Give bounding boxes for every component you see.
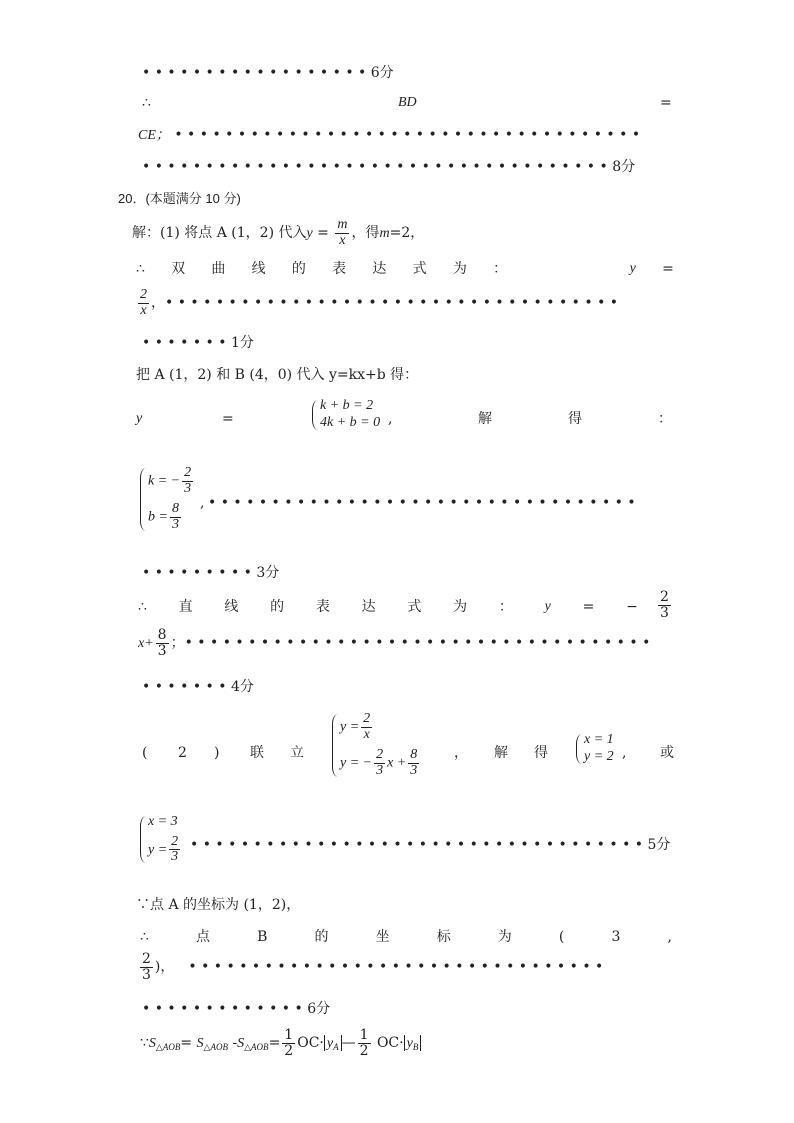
- var-y: y: [406, 1036, 413, 1052]
- word: 的: [314, 929, 329, 945]
- fraction-8-over-3: [156, 628, 169, 658]
- word: 得: [534, 745, 548, 761]
- minus: —: [341, 1035, 356, 1052]
- equals-sign: =: [660, 95, 672, 111]
- numerator: 8: [410, 747, 418, 763]
- numerator: 2: [142, 952, 151, 967]
- score-label: 5分: [647, 837, 671, 853]
- substitution-line: 把 A (1，2) 和 B (4，0) 代入 y=kx+b 得：: [136, 367, 419, 383]
- line-result: [138, 628, 676, 658]
- leader-dots: • • • • • • • • • • • • • • • • • • • • • • • • • • • • • • • • • • • • •: [174, 128, 641, 143]
- oc-term: OC·: [297, 1035, 324, 1052]
- numerator: 2: [140, 288, 147, 302]
- score-label: 4分: [230, 679, 254, 695]
- word: 的: [270, 599, 285, 615]
- comma: ,: [388, 411, 393, 427]
- oc-term: OC·: [376, 1035, 404, 1052]
- fraction-2-over-3: [658, 590, 671, 620]
- word: B: [257, 929, 268, 945]
- denominator: 3: [142, 966, 151, 983]
- denominator: 3: [184, 480, 192, 496]
- semicolon: ；: [170, 635, 185, 652]
- paren: (: [142, 745, 148, 761]
- area-symbol: S: [196, 1036, 204, 1052]
- word: 坐: [375, 929, 390, 945]
- denominator: x: [363, 726, 370, 742]
- word: ：: [498, 599, 513, 615]
- leader-dots: • • • • • • • • • • • • •: [142, 1001, 303, 1017]
- fraction-2-over-3: [169, 835, 180, 865]
- equation-system: [310, 398, 380, 432]
- question-heading: 20．(本题满分 10 分): [118, 191, 241, 206]
- word: 达: [361, 599, 376, 615]
- coordinate-b-statement: [140, 930, 672, 944]
- hyperbola-result: [136, 288, 676, 318]
- word: 得: [568, 411, 582, 427]
- y-equals: y =: [148, 842, 168, 858]
- subscript: A: [333, 1042, 339, 1053]
- minus-sign: −: [626, 599, 638, 615]
- denominator: 3: [171, 849, 179, 865]
- fraction-2-over-x: [361, 712, 372, 742]
- fraction-m-over-x: [335, 218, 349, 248]
- word: 标: [436, 929, 451, 945]
- paren: )，: [154, 959, 175, 976]
- var-y: y: [306, 226, 313, 242]
- denominator: x: [339, 232, 346, 248]
- leader-dots: • • • • • • •: [142, 335, 227, 351]
- leader-dots: • • • • • • • • • • • • • • • • • • • • • • • • • • • • • • • • • • • • •: [142, 159, 608, 175]
- score-label: 1分: [230, 335, 254, 351]
- numerator: 2: [376, 747, 384, 763]
- word: 解: [478, 411, 492, 427]
- subscript: △AOB: [203, 1042, 228, 1053]
- leader-dots: • • • • • • • • • • • • • • • • • • • • • • • • • • • • • • • • •: [188, 959, 604, 976]
- numerator: 2: [660, 589, 669, 605]
- word: 表: [332, 261, 347, 277]
- equals-sign: =: [582, 599, 595, 615]
- word: 点: [196, 929, 211, 945]
- leader-dots: • • • • • • • • • • • • • • • • • • • • • • • • • • • • • • • • • •: [208, 496, 636, 510]
- term-x: x+: [138, 636, 154, 652]
- score-line-5: [190, 838, 670, 852]
- numerator: 8: [171, 501, 179, 517]
- part-number: 2: [178, 745, 187, 761]
- first-solution: [574, 732, 614, 766]
- word: 为: [453, 599, 468, 615]
- simultaneous-system: [330, 712, 421, 779]
- step-text: =2，: [389, 225, 425, 242]
- numerator: 2: [171, 833, 179, 849]
- score-label: 8分: [612, 159, 636, 175]
- var-y: y: [136, 411, 143, 426]
- paren: (: [558, 929, 565, 945]
- fraction-2-over-x: [138, 288, 149, 318]
- word: 联: [250, 745, 264, 761]
- equation-row: k + b = 2: [320, 398, 374, 413]
- word: 为: [452, 261, 467, 277]
- colon: ：: [658, 411, 672, 427]
- coordinate-b-result: [138, 952, 676, 982]
- comma: ,: [200, 495, 205, 511]
- word: 解: [494, 745, 508, 761]
- ce-line: [138, 128, 674, 143]
- denominator: 2: [359, 1042, 369, 1059]
- segment-bd: BD: [398, 95, 417, 110]
- equals: =: [312, 225, 334, 242]
- equals-sign: =: [222, 411, 234, 427]
- word: 达: [372, 261, 387, 277]
- area-symbol: S: [237, 1036, 245, 1052]
- fraction-2-over-3: [140, 952, 153, 982]
- score-label: 6分: [307, 1001, 331, 1017]
- therefore-symbol: ∴: [142, 95, 151, 111]
- abs-ya: [324, 1035, 342, 1051]
- hyperbola-statement: [136, 262, 674, 276]
- area-symbol: S: [148, 1036, 156, 1052]
- fraction-2-over-3: [182, 466, 193, 496]
- equals: =: [180, 1035, 197, 1052]
- y-equals: y =: [340, 719, 360, 735]
- word: 式: [407, 599, 422, 615]
- denominator: x: [140, 302, 147, 318]
- score-label: 6分: [370, 65, 394, 81]
- var-y: y: [629, 261, 636, 276]
- fraction-1-over-2: [282, 1028, 295, 1058]
- coordinate-a-line: ∵点 A 的坐标为 (1，2)，: [136, 897, 301, 913]
- because-symbol: ∵: [140, 1035, 149, 1052]
- minus: -: [227, 1035, 238, 1052]
- numerator: 1: [359, 1027, 369, 1043]
- part-2-system-line: [142, 712, 676, 796]
- fraction-8-over-3: [408, 748, 419, 778]
- abs-yb: [404, 1035, 422, 1051]
- leader-dots: • • • • • • • • • • • • • • • • • • • • • • • • • • • • • • • • • • • •: [165, 295, 619, 312]
- word: 线: [224, 599, 239, 615]
- fraction-2-over-3: [374, 748, 385, 778]
- leader-dots: • • • • • • • • • • • • • • • • • •: [142, 65, 367, 81]
- paren: ): [214, 745, 220, 761]
- equation-row: 4k + b = 0: [320, 414, 381, 430]
- solution-step-1: [132, 218, 424, 248]
- numerator: 1: [284, 1027, 294, 1043]
- score-label: 3分: [256, 565, 280, 581]
- system-of-equations-line: [136, 398, 672, 442]
- word: 的: [291, 261, 306, 277]
- solution-row: x = 1: [584, 732, 614, 747]
- segment-ce: CE；: [138, 128, 170, 143]
- numerator: m: [337, 217, 348, 232]
- var-y: y: [544, 599, 551, 614]
- y-equals: y = −: [340, 755, 373, 771]
- kb-solution-line: [138, 466, 678, 546]
- leader-dots: • • • • • • • • •: [142, 565, 252, 581]
- word: ∴: [136, 261, 145, 277]
- var-m: m: [379, 226, 390, 242]
- score-line-6b: [142, 1002, 330, 1016]
- score-line-4: [142, 680, 254, 694]
- denominator: 3: [376, 763, 384, 779]
- leader-dots: • • • • • • • • • • • • • • • • • • • • • • • • • • • • • • • • • • • • •: [184, 635, 651, 652]
- equals: =: [268, 1035, 281, 1052]
- k-equals: k = −: [148, 473, 181, 489]
- word: 线: [251, 261, 266, 277]
- numerator: 8: [157, 628, 167, 643]
- step-text: ，得: [351, 225, 380, 242]
- score-line-1: [142, 336, 254, 350]
- x-plus: x +: [387, 755, 407, 771]
- score-line-3: [142, 566, 279, 580]
- denominator: 3: [660, 604, 669, 621]
- score-line-6a: [142, 66, 394, 80]
- word: 立: [290, 745, 304, 761]
- solution-row: y = 2: [584, 748, 614, 764]
- subscript: △AOB: [244, 1042, 269, 1053]
- score-line-8: [142, 160, 635, 174]
- word: 式: [412, 261, 427, 277]
- line-statement: [138, 590, 676, 626]
- word: 曲: [211, 261, 226, 277]
- comma: ,: [667, 929, 672, 945]
- equals-sign: =: [662, 261, 674, 277]
- fraction-8-over-3: [170, 502, 181, 532]
- word: 表: [315, 599, 330, 615]
- numerator: 2: [184, 465, 192, 480]
- number: 3: [611, 929, 621, 945]
- leader-dots: • • • • • • •: [142, 679, 227, 695]
- second-solution-line: [138, 814, 671, 872]
- comma: ，: [151, 295, 165, 312]
- denominator: 3: [171, 517, 179, 533]
- comma: ，: [454, 745, 468, 761]
- solution-system: [138, 466, 195, 533]
- word: ∴: [140, 929, 149, 945]
- leader-dots: • • • • • • • • • • • • • • • • • • • • • • • • • • • • • • • • • • • •: [190, 837, 644, 853]
- word: ∴: [138, 599, 147, 615]
- solution-row: x = 3: [148, 814, 178, 829]
- numerator: 2: [363, 711, 371, 726]
- word: 直: [178, 599, 193, 615]
- word: 双: [171, 261, 186, 277]
- b-equals: b =: [148, 509, 168, 525]
- denominator: 3: [157, 642, 167, 659]
- second-solution: [138, 814, 182, 865]
- area-formula: [140, 1028, 421, 1058]
- word-or: 或: [660, 745, 674, 761]
- var-y: y: [326, 1036, 334, 1052]
- fraction-1-over-2: [358, 1028, 371, 1058]
- comma: ,: [622, 745, 627, 761]
- step-text: 解：(1) 将点 A (1，2) 代入: [132, 225, 307, 242]
- subscript: B: [412, 1042, 419, 1053]
- denominator: 3: [410, 763, 418, 779]
- denominator: 2: [284, 1042, 294, 1059]
- word: ：: [493, 261, 508, 277]
- word: 为: [497, 929, 512, 945]
- subscript: △AOB: [155, 1042, 181, 1053]
